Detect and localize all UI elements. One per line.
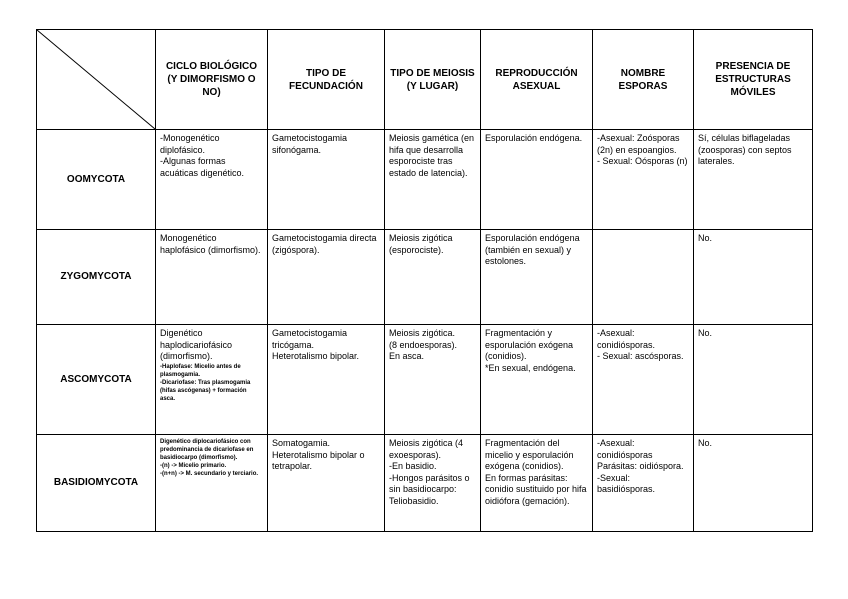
cell-esporas [593, 325, 694, 435]
cell-line: -Asexual: conidiósporas [597, 438, 653, 460]
cell-asexual [481, 435, 593, 532]
cell-line: Meiosis zigótica. [389, 328, 456, 338]
cell-esporas [593, 435, 694, 532]
cell-line: -Sexual: basidiósporas. [597, 472, 656, 494]
cell-line: - Sexual: Oósporas (n) [597, 156, 688, 166]
cell-line: Meiosis zigótica (4 exoesporas). [389, 438, 464, 460]
corner-cell [37, 30, 156, 130]
cell-line: Gametocistogamia sifonógama. [272, 133, 348, 155]
cell-line: -(n+n) -> M. secundario y terciario. [160, 471, 259, 477]
cell-line: No. [698, 438, 713, 448]
cell-line: Heterotalismo bipolar. [272, 351, 360, 361]
cell-line: -Algunas formas acuáticas digenético. [160, 156, 245, 178]
cell-fecundacion [268, 130, 385, 230]
cell-fecundacion [268, 435, 385, 532]
fungi-comparison-table [36, 29, 813, 532]
row-name-label: OOMYCOTA [66, 173, 126, 185]
cell-line: Fragmentación del micelio y esporulación exógena (conidios). [485, 438, 574, 471]
cell-line: Gametocistogamia directa (zigóspora). [272, 233, 377, 255]
row-ascomycota [37, 325, 813, 435]
cell-meiosis [385, 325, 481, 435]
cell-line: Meiosis zigótica (esporociste). [389, 233, 453, 255]
cell-esporas [593, 130, 694, 230]
header-esporas: NOMBRE ESPORAS [593, 30, 694, 130]
cell-ciclo [156, 130, 268, 230]
cell-line: -Dicariofase: Tras plasmogamia (hifas ascógenas) + formación asca. [160, 379, 251, 402]
cell-line: -Asexual: conidiósporas. [597, 328, 656, 350]
cell-line: (8 endoesporas). [389, 339, 458, 350]
cell-line: Esporulación endógena (también en sexual) y estolones. [485, 233, 580, 266]
cell-line: -Asexual: Zoósporas (2n) en espoangios. [597, 133, 680, 155]
cell-line: -(n) -> Micelio primario. [160, 463, 227, 469]
cell-line: No. [698, 328, 713, 338]
cell-line: -Haplofase: Micelio antes de plasmogamia. [160, 363, 241, 378]
cell-meiosis [385, 130, 481, 230]
cell-line: Esporulación endógena. [485, 133, 583, 143]
cell-line: Monogenético haplofásico (dimorfismo). [160, 233, 261, 255]
cell-line: -Monogenético diplofásico. [160, 133, 220, 155]
header-ciclo: CICLO BIOLÓGICO (Y DIMORFISMO O NO) [156, 30, 268, 130]
cell-ciclo [156, 230, 268, 325]
cell-line: - Sexual: ascósporas. [597, 351, 684, 361]
cell-asexual [481, 130, 593, 230]
cell-line: Digenético haplodicariofásico (dimorfismo). [160, 328, 233, 361]
cell-line: No. [698, 233, 713, 243]
cell-line: *En sexual, endógena. [485, 362, 576, 373]
cell-moviles [694, 325, 813, 435]
header-asexual: REPRODUCCIÓN ASEXUAL [481, 30, 593, 130]
cell-line: Heterotalismo bipolar o tetrapolar. [272, 449, 365, 471]
row-name-label: ZYGOMYCOTA [60, 271, 132, 283]
row-name [37, 230, 156, 325]
cell-line: Meiosis gamética (en hifa que desarrolla esporociste tras estado de latencia). [389, 133, 475, 178]
header-moviles: PRESENCIA DE ESTRUCTURAS MÓVILES [694, 30, 813, 130]
cell-line: Parásitas: oidióspora. [597, 461, 684, 471]
cell-line: En asca. [389, 351, 425, 361]
row-name-label: ASCOMYCOTA [60, 373, 132, 385]
row-name-label: BASIDIOMYCOTA [53, 477, 139, 489]
cell-meiosis [385, 435, 481, 532]
cell-fecundacion [268, 230, 385, 325]
cell-fecundacion [268, 325, 385, 435]
cell-asexual [481, 230, 593, 325]
row-name [37, 325, 156, 435]
row-zygomycota [37, 230, 813, 325]
cell-line: Somatogamia. [272, 438, 331, 448]
header-meiosis: TIPO DE MEIOSIS (Y LUGAR) [385, 30, 481, 130]
cell-ciclo [156, 325, 268, 435]
cell-moviles [694, 435, 813, 532]
row-name [37, 130, 156, 230]
cell-line: Digenético diplocariofásico con predominancia de dicariofase en basidiocarpo (dimorfismo). [160, 439, 254, 461]
cell-line: Sí, células biflageladas (zoosporas) con septos laterales. [698, 133, 792, 166]
header-fecundacion: TIPO DE FECUNDACIÓN [268, 30, 385, 130]
cell-asexual [481, 325, 593, 435]
cell-moviles [694, 130, 813, 230]
cell-line: Gametocistogamia tricógama. [272, 328, 348, 350]
cell-line: -En basidio. [389, 461, 437, 471]
cell-line: En formas parásitas: conidio sustituido por hifa oidiófora (gemación). [485, 472, 587, 506]
header-row [37, 30, 813, 130]
cell-ciclo [156, 435, 268, 532]
row-oomycota [37, 130, 813, 230]
diagonal-line [37, 30, 155, 129]
cell-line: Fragmentación y esporulación exógena (conidios). [485, 328, 574, 361]
cell-line: -Hongos parásitos o sin basidiocarpo: Teliobasidio. [389, 472, 470, 506]
cell-meiosis [385, 230, 481, 325]
cell-moviles [694, 230, 813, 325]
cell-esporas [593, 230, 694, 325]
row-name [37, 435, 156, 532]
row-basidiomycota [37, 435, 813, 532]
